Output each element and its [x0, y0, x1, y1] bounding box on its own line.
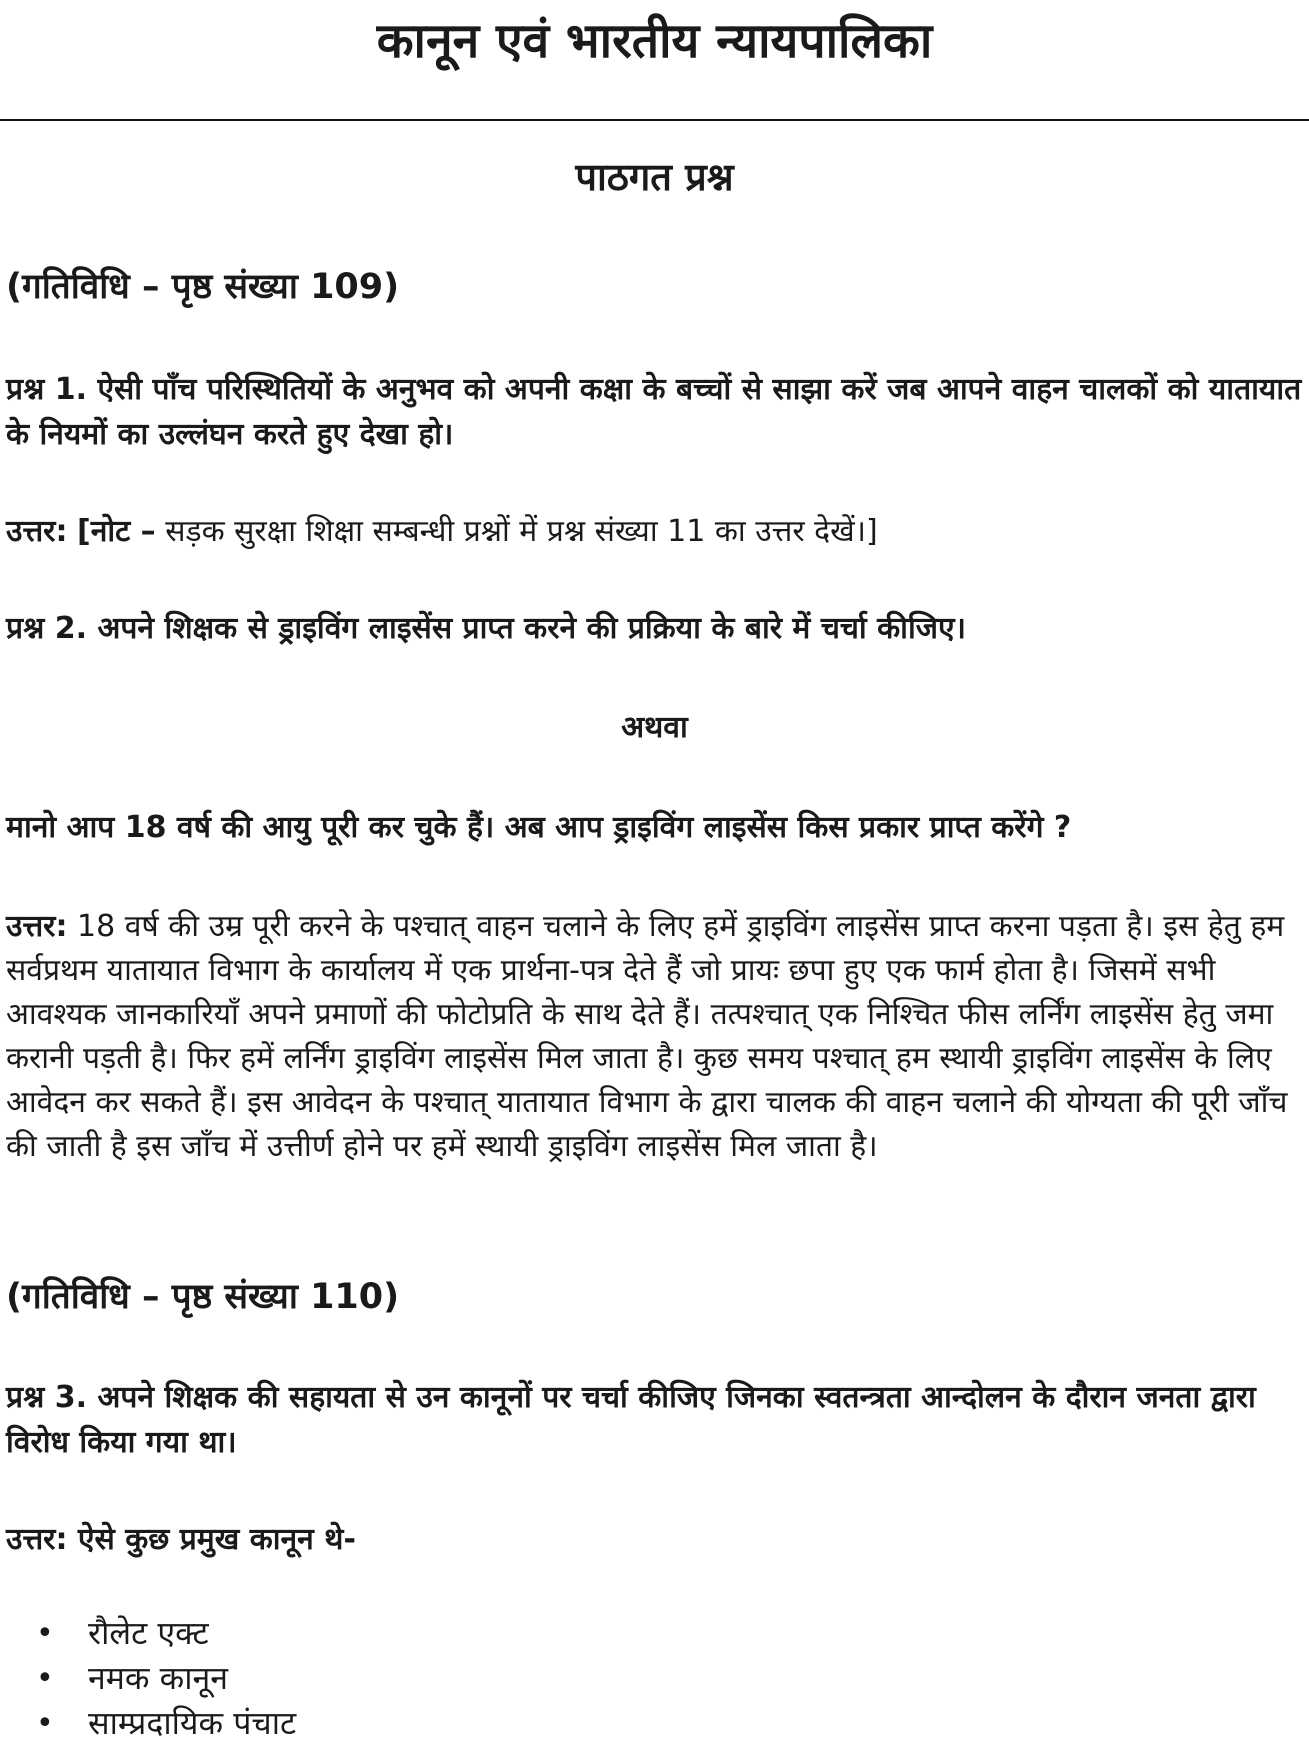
answer-2-label: उत्तर:: [6, 909, 68, 944]
list-item: • नमक कानून: [36, 1656, 296, 1701]
question-1: प्रश्न 1. ऐसी पाँच परिस्थितियों के अनुभव को अपनी कक्षा के बच्चों से साझा करें जब आपने वाहन चालकों को यातायात के नियमों का उल्लंघन करते हुए देखा हो।: [6, 372, 1302, 452]
answer-1-note: [नोट –: [76, 514, 156, 549]
answer-2-text: 18 वर्ष की उम्र पूरी करने के पश्चात् वाहन चलाने के लिए हमें ड्राइविंग लाइसेंस प्राप्त करना पड़ता है। इस हेतु हम सर्वप्रथम यातायात विभाग के कार्यालय में एक प्रार्थना-पत्र देते हैं जो प्रायः छपा हुए एक फार्म होता है। जिसमें सभी आवश्यक जानकारियाँ अपने प्रमाणों की फोटोप्रति के साथ देते हैं। तत्पश्चात् एक निश्चित फीस लर्निंग लाइसेंस हेतु जमा करानी पड़ती है। फिर हमें लर्निंग ड्राइविंग लाइसेंस मिल जाता है। कुछ समय पश्चात् हम स्थायी ड्राइविंग लाइसेंस के लिए आवेदन कर सकते हैं। इस आवेदन के पश्चात् यातायात विभाग के द्वारा चालक की वाहन चलाने की योग्यता की पूरी जाँच की जाती है इस जाँच में उत्तीर्ण होने पर हमें स्थायी ड्राइविंग लाइसेंस मिल जाता है।: [6, 909, 1288, 1164]
question-2: प्रश्न 2. अपने शिक्षक से ड्राइविंग लाइसेंस प्राप्त करने की प्रक्रिया के बारे में चर्चा कीजिए।: [6, 611, 966, 646]
or-separator: अथवा: [621, 710, 688, 745]
title-divider: [0, 119, 1309, 121]
answer-3: [6, 1517, 1302, 1562]
answer-3-label: उत्तर:: [6, 1522, 68, 1557]
list-item: • साम्प्रदायिक पंचाट: [36, 1701, 296, 1746]
list-item: • रौलेट एक्ट: [36, 1611, 296, 1656]
answer-1-label: उत्तर:: [6, 514, 68, 549]
answer-1-text: सड़क सुरक्षा शिक्षा सम्बन्धी प्रश्नों में प्रश्न संख्या 11 का उत्तर देखें।]: [165, 514, 878, 549]
answer-3-text: ऐसे कुछ प्रमुख कानून थे-: [77, 1522, 356, 1557]
activity-heading-110: (गतिविधि – पृष्ठ संख्या 110): [6, 1277, 400, 1317]
law-list: [36, 1611, 296, 1746]
section-subtitle: पाठगत प्रश्न: [575, 155, 734, 199]
question-3: प्रश्न 3. अपने शिक्षक की सहायता से उन कानूनों पर चर्चा कीजिए जिनका स्वतन्त्रता आन्दोलन के दौरान जनता द्वारा विरोध किया गया था।: [6, 1380, 1256, 1460]
answer-1: [6, 510, 1302, 554]
activity-heading-109: (गतिविधि – पृष्ठ संख्या 109): [6, 267, 400, 307]
answer-2: [6, 905, 1302, 1169]
question-2-alternate: मानो आप 18 वर्ष की आयु पूरी कर चुके हैं। अब आप ड्राइविंग लाइसेंस किस प्रकार प्राप्त करेंगे ?: [6, 810, 1072, 845]
page-title: कानून एवं भारतीय न्यायपालिका: [376, 13, 933, 69]
